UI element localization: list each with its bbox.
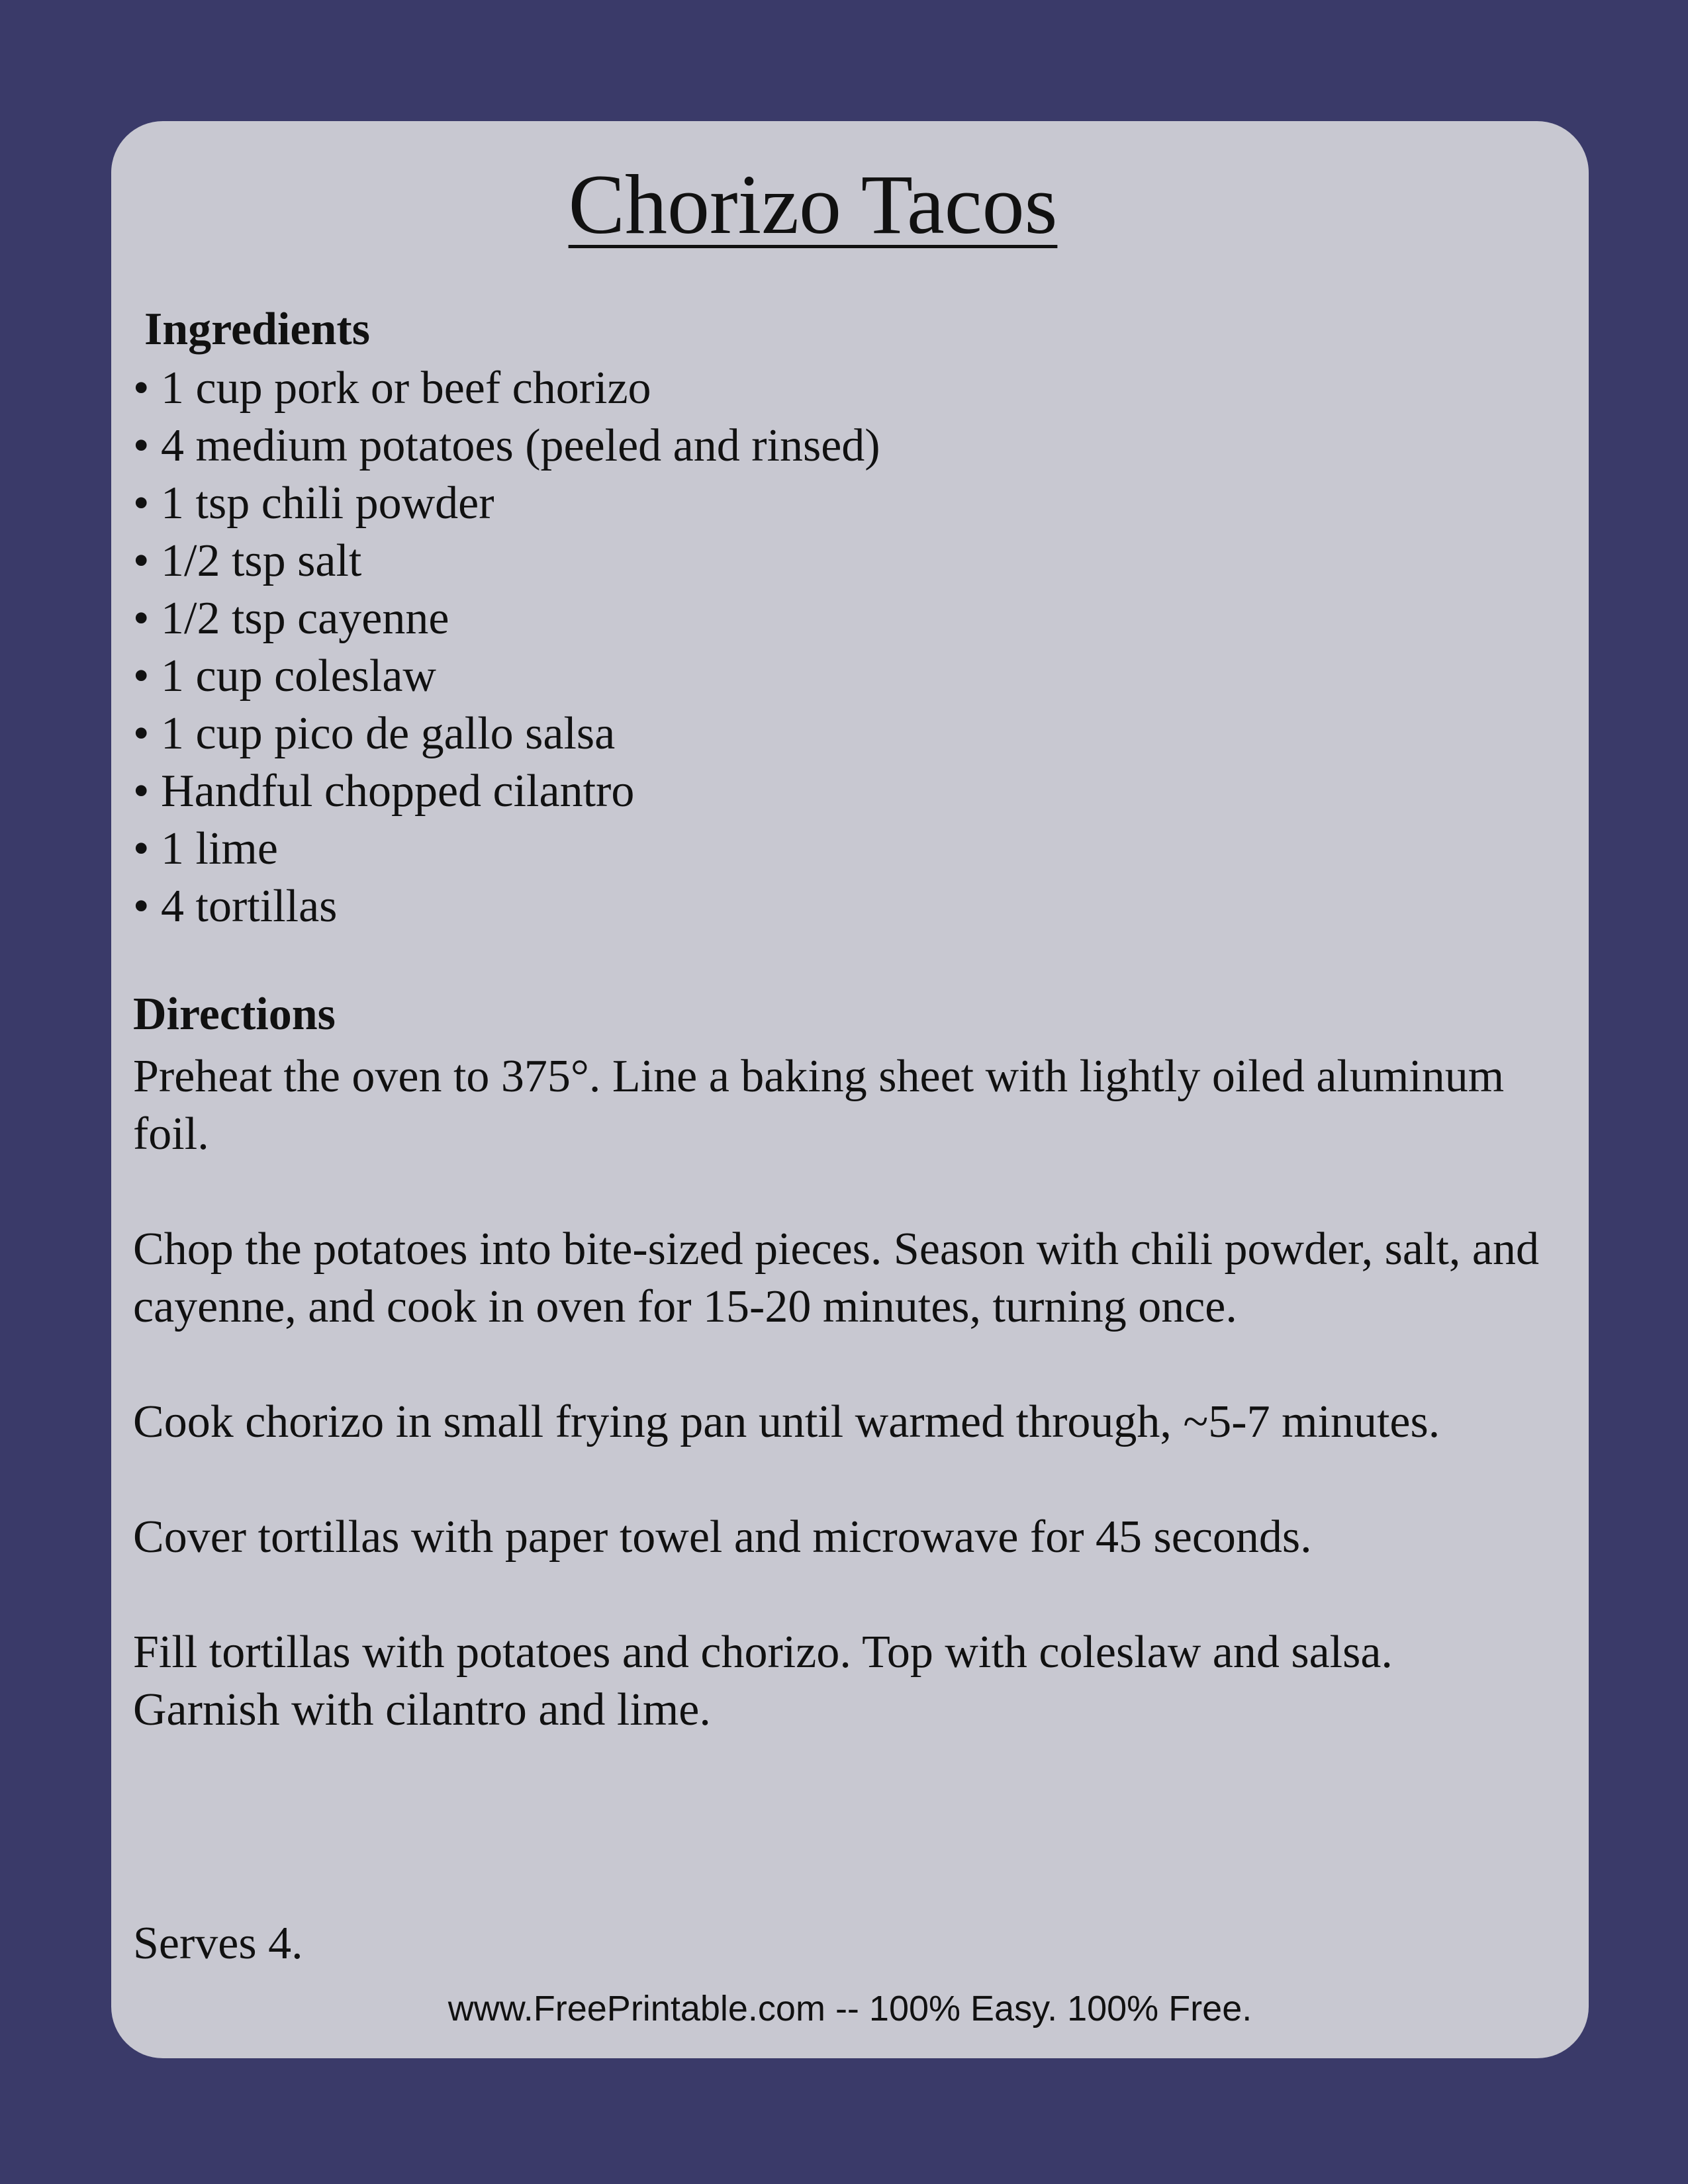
ingredient-item: • 1 tsp chili powder xyxy=(133,475,880,532)
recipe-card xyxy=(111,121,1589,2058)
ingredient-item: • 1/2 tsp salt xyxy=(133,532,880,590)
ingredient-item: • 1 cup pico de gallo salsa xyxy=(133,705,880,762)
recipe-title-text: Chorizo Tacos xyxy=(568,158,1058,251)
ingredient-item: • 1 lime xyxy=(133,820,880,878)
ingredient-item: • 1 cup pork or beef chorizo xyxy=(133,359,880,417)
ingredients-heading: Ingredients xyxy=(144,304,370,355)
directions-body xyxy=(133,1048,1550,1739)
ingredient-list xyxy=(133,359,880,935)
ingredient-item: • Handful chopped cilantro xyxy=(133,762,880,820)
direction-step: Cover tortillas with paper towel and microwave for 45 seconds. xyxy=(133,1512,1312,1563)
direction-step: Chop the potatoes into bite-sized pieces. Season with chili powder, salt, and cayenne, and cook in oven for 15-20 minutes, turning once. xyxy=(133,1224,1539,1332)
ingredient-item: • 1 cup coleslaw xyxy=(133,647,880,705)
direction-step: Fill tortillas with potatoes and chorizo. Top with coleslaw and salsa. Garnish with cilantro and lime. xyxy=(133,1627,1393,1735)
directions-heading: Directions xyxy=(133,989,336,1040)
ingredient-item: • 4 medium potatoes (peeled and rinsed) xyxy=(133,417,880,475)
footer-text: www.FreePrintable.com -- 100% Easy. 100% Free. xyxy=(447,1989,1252,2028)
serves-text: Serves 4. xyxy=(133,1918,303,1969)
recipe-title xyxy=(111,158,1515,251)
ingredient-item: • 1/2 tsp cayenne xyxy=(133,590,880,647)
direction-step: Preheat the oven to 375°. Line a baking sheet with lightly oiled aluminum foil. xyxy=(133,1051,1505,1160)
ingredient-item: • 4 tortillas xyxy=(133,878,880,935)
direction-step: Cook chorizo in small frying pan until warmed through, ~5-7 minutes. xyxy=(133,1396,1440,1447)
